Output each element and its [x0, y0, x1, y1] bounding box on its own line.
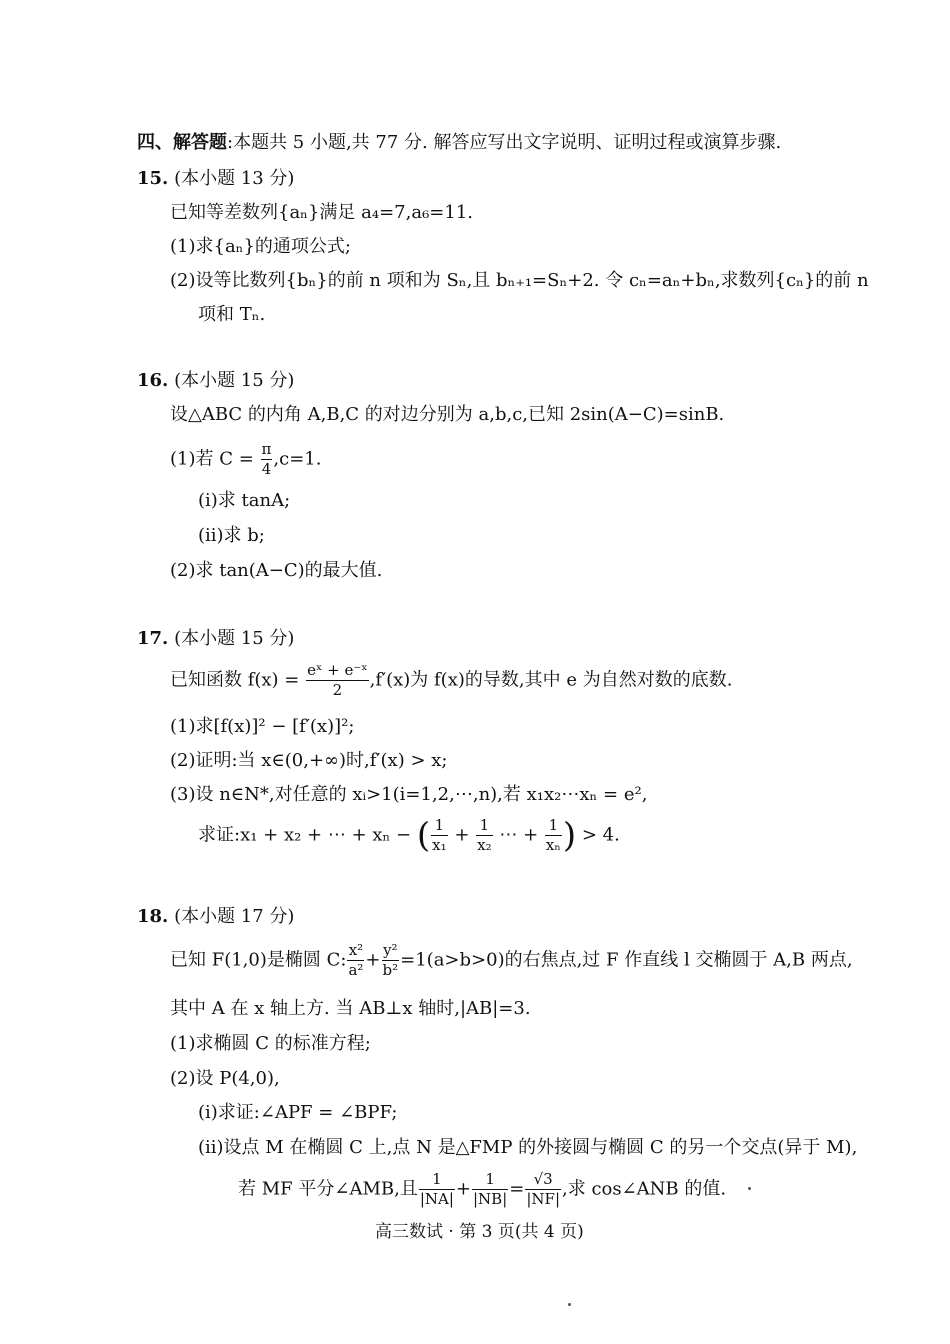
right-paren: )	[562, 815, 577, 856]
q15-part2-cont: 项和 Tₙ.	[198, 304, 266, 325]
q18-part2-i: (ⅰ)求证:∠APF = ∠BPF;	[198, 1102, 398, 1123]
q18-last-line: 若 MF 平分∠AMB,且 $\frac{1}{|NA|}$ + $\frac{1}{|NB|}$ = $\frac{√3}{|NF|}$ ,求 cos∠ANB 的值.	[238, 1170, 727, 1208]
q18-frac-nf	[525, 1172, 561, 1207]
q17-stem	[170, 663, 732, 698]
q16-part1-prefix: (1)若 C =	[170, 448, 254, 470]
q17-frac-2	[476, 818, 492, 853]
q18-frac-nb	[472, 1172, 508, 1207]
scan-speck	[748, 1187, 751, 1190]
q16-part1-i: (ⅰ)求 tanA;	[198, 490, 291, 511]
q18-last-prefix: 若 MF 平分∠AMB,且	[238, 1178, 418, 1200]
fraction-numerator: y²	[383, 941, 398, 959]
q16-score: (本小题 15 分)	[174, 370, 295, 391]
section-desc: :本题共 5 小题,共 77 分. 解答应写出文字说明、证明过程或演算步骤.	[227, 132, 782, 153]
q18-ellipse-frac-y	[382, 943, 400, 978]
fraction-denominator: x₂	[477, 836, 492, 854]
q18-part1: (1)求椭圆 C 的标准方程;	[170, 1033, 371, 1054]
q18-stem-line2: 其中 A 在 x 轴上方. 当 AB⊥x 轴时,|AB|=3.	[170, 998, 531, 1019]
q16-part1	[170, 442, 321, 477]
page-footer: 高三数试 · 第 3 页(共 4 页)	[375, 1222, 584, 1242]
left-paren: (	[416, 815, 431, 856]
q16-stem: 设△ABC 的内角 A,B,C 的对边分别为 a,b,c,已知 2sin(A−C)=sinB.	[170, 404, 725, 425]
fraction-denominator: |NA|	[419, 1190, 454, 1208]
q15-number: 15.	[137, 168, 169, 189]
q15-header	[137, 170, 294, 188]
fraction-denominator: 4	[261, 460, 272, 478]
q18-part2-ii: (ⅱ)设点 M 在椭圆 C 上,点 N 是△FMP 的外接圆与椭圆 C 的另一个交点(异于 M),	[198, 1137, 858, 1158]
q18-number: 18.	[137, 906, 169, 927]
q18-part2: (2)设 P(4,0),	[170, 1068, 280, 1089]
q17-function-fraction	[306, 663, 369, 698]
q17-part1: (1)求[f(x)]² − [f′(x)]²;	[170, 716, 355, 737]
fraction-numerator: π	[261, 440, 272, 458]
section-header	[137, 134, 781, 152]
q17-stem-suffix: ,f′(x)为 f(x)的导数,其中 e 为自然对数的底数.	[369, 669, 733, 691]
q17-frac-1	[431, 818, 447, 853]
fraction-numerator: 1	[472, 1172, 508, 1190]
fraction-denominator: 2	[332, 681, 343, 699]
q17-number: 17.	[137, 628, 169, 649]
q16-part2: (2)求 tan(A−C)的最大值.	[170, 560, 383, 581]
fraction-denominator: x₁	[432, 836, 447, 854]
fraction-numerator: 1	[476, 818, 492, 836]
q16-part1-suffix: ,c=1.	[273, 448, 322, 470]
q17-part3: (3)设 n∈N*,对任意的 xᵢ>1(i=1,2,⋯,n),若 x₁x₂⋯xₙ = e²,	[170, 784, 648, 805]
q16-pi-over-4-fraction	[261, 442, 273, 477]
fraction-denominator: xₙ	[545, 836, 561, 854]
fraction-numerator: eˣ + e⁻ˣ	[307, 661, 368, 679]
q17-part3-inequality: 求证:x₁ + x₂ + ⋯ + xₙ − ( $\frac{1}{\text{x₁}}$ + $\frac{1}{\text{x₂}}$ ⋯ + $\frac{1}{\text{xₙ}}$ ) > 4.	[198, 815, 620, 856]
q17-ineq-prefix: 求证:x₁ + x₂ + ⋯ + xₙ −	[198, 824, 412, 846]
q15-stem: 已知等差数列{aₙ}满足 a₄=7,a₆=11.	[170, 202, 474, 223]
q18-score: (本小题 17 分)	[174, 906, 295, 927]
q17-score: (本小题 15 分)	[174, 628, 295, 649]
q16-part1-ii: (ⅱ)求 b;	[198, 525, 265, 546]
q17-ineq-suffix: > 4.	[581, 824, 620, 846]
q15-part2: (2)设等比数列{bₙ}的前 n 项和为 Sₙ,且 bₙ₊₁=Sₙ+2. 令 cₙ=aₙ+bₙ,求数列{cₙ}的前 n	[170, 270, 869, 291]
fraction-denominator: |NB|	[473, 1190, 508, 1208]
q18-header	[137, 908, 294, 926]
q16-number: 16.	[137, 370, 169, 391]
fraction-denominator: |NF|	[526, 1190, 560, 1208]
q15-part1: (1)求{aₙ}的通项公式;	[170, 236, 351, 257]
q18-last-suffix: ,求 cos∠ANB 的值.	[562, 1178, 727, 1200]
fraction-numerator: √3	[525, 1172, 561, 1190]
q18-frac-na	[419, 1172, 455, 1207]
q17-header	[137, 630, 294, 648]
q17-stem-prefix: 已知函数 f(x) =	[170, 669, 300, 691]
scan-speck	[568, 1303, 571, 1306]
fraction-denominator: b²	[382, 961, 399, 979]
q16-header	[137, 372, 294, 390]
q17-part2: (2)证明:当 x∈(0,+∞)时,f′(x) > x;	[170, 750, 448, 771]
q18-stem-prefix: 已知 F(1,0)是椭圆 C:	[170, 949, 347, 971]
q15-score: (本小题 13 分)	[174, 168, 295, 189]
fraction-numerator: 1	[431, 818, 447, 836]
fraction-numerator: x²	[348, 941, 364, 959]
fraction-denominator: a²	[348, 961, 364, 979]
q18-stem: 已知 F(1,0)是椭圆 C: $\frac{\text{x²}}{\text{a²}}$ + $\frac{\text{y²}}{\text{b²}}$ =1(a>b>0)的右焦点,过 F 作直线 l 交椭圆于 A,B 两点,	[170, 941, 853, 979]
q17-frac-n	[545, 818, 562, 853]
q18-ellipse-frac-x	[347, 943, 364, 978]
section-title: 四、解答题	[137, 132, 227, 153]
fraction-numerator: 1	[545, 818, 562, 836]
fraction-numerator: 1	[419, 1172, 455, 1190]
q18-stem-suffix: =1(a>b>0)的右焦点,过 F 作直线 l 交椭圆于 A,B 两点,	[400, 949, 853, 971]
